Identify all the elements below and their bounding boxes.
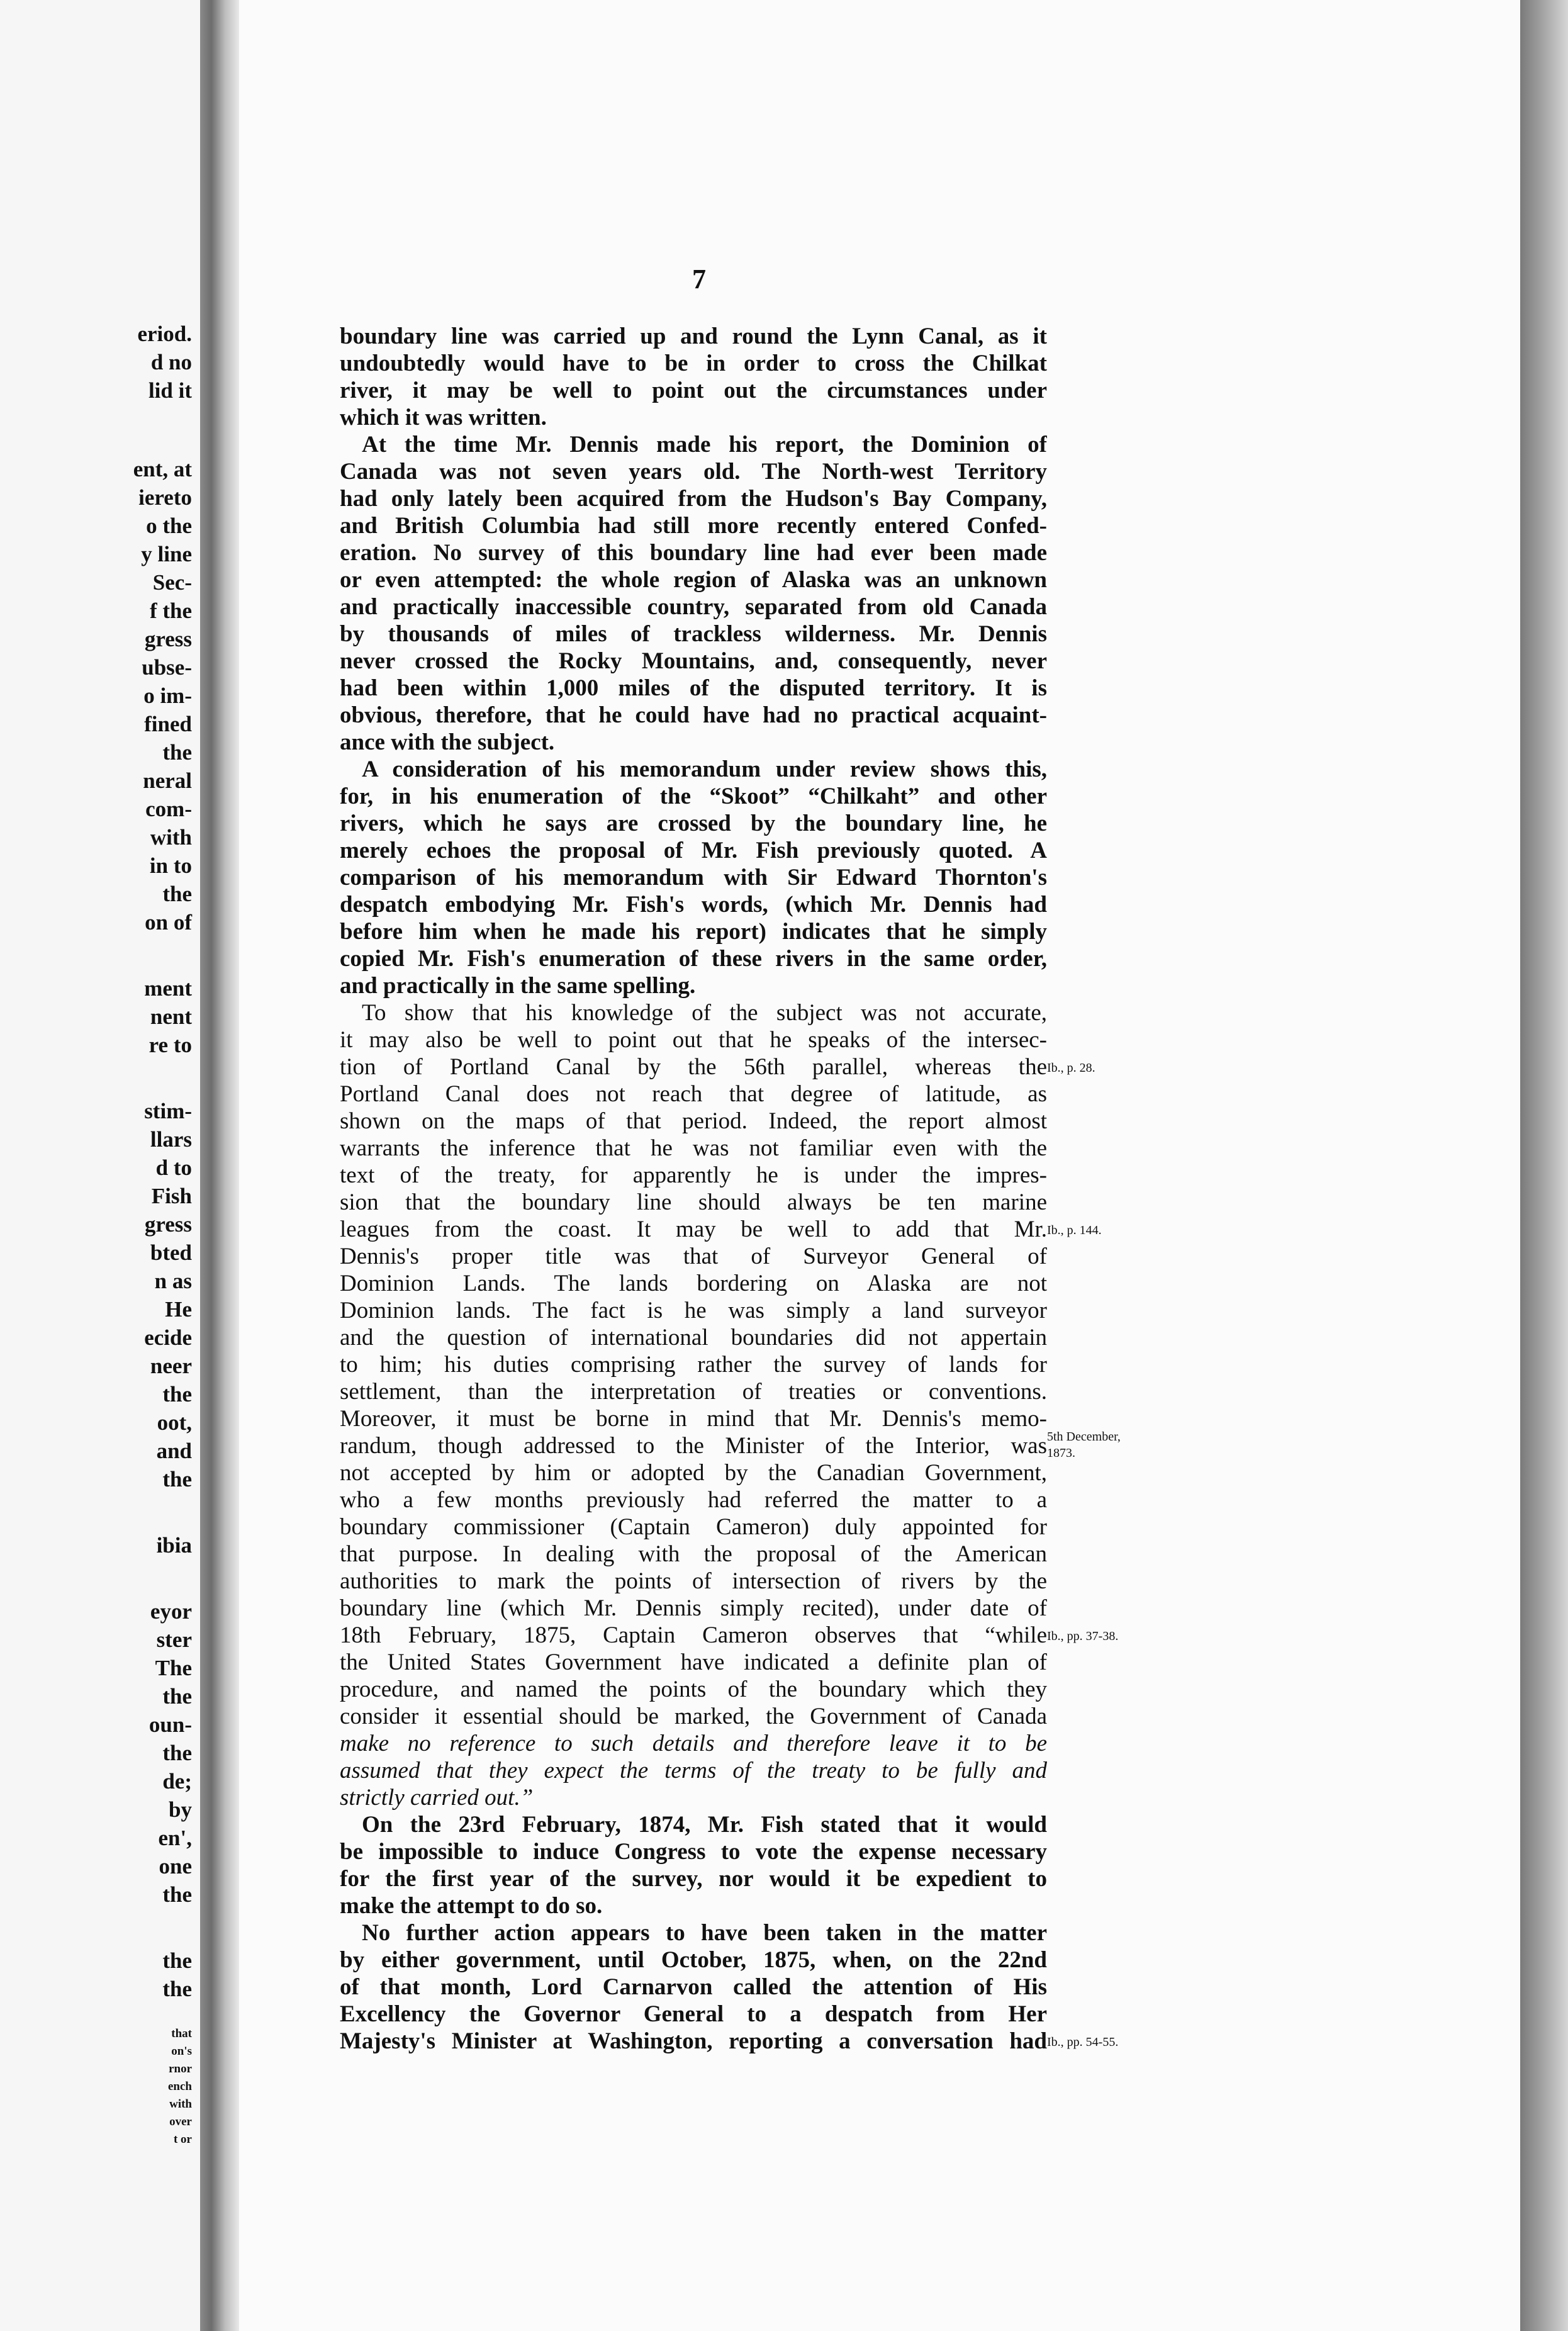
facing-page-text-fragment: o the bbox=[146, 514, 192, 538]
book-gutter bbox=[200, 0, 239, 2331]
facing-page-text-fragment: bted bbox=[150, 1240, 192, 1265]
facing-page-text-fragment: on's bbox=[171, 2045, 192, 2058]
facing-page-text-fragment: neer bbox=[150, 1354, 192, 1378]
text-line: Dominion Lands. The lands bordering on Alaska are not bbox=[340, 1271, 1047, 1296]
facing-page-text-fragment: llars bbox=[150, 1127, 192, 1152]
facing-page-text-fragment: ster bbox=[156, 1627, 192, 1652]
page-edge bbox=[1520, 0, 1568, 2331]
facing-page-text-fragment: o im- bbox=[143, 683, 192, 708]
text-line: shown on the maps of that period. Indeed, the report almost bbox=[340, 1109, 1047, 1134]
text-line: boundary line (which Mr. Dennis simply recited), under date of bbox=[340, 1596, 1047, 1621]
text-line: warrants the inference that he was not familiar even with the bbox=[340, 1136, 1047, 1161]
text-line: undoubtedly would have to be in order to cross the Chilkat bbox=[340, 351, 1047, 376]
facing-page-text-fragment: gress bbox=[144, 1212, 192, 1237]
text-line: and practically in the same spelling. bbox=[340, 974, 696, 999]
facing-page-text-fragment: the bbox=[162, 882, 192, 906]
margin-reference-note: 1873. bbox=[1047, 1446, 1075, 1460]
text-line: Moreover, it must be borne in mind that Mr. Dennis's memo- bbox=[340, 1407, 1047, 1432]
text-line: or even attempted: the whole region of Alaska was an unknown bbox=[340, 568, 1047, 593]
text-line: river, it may be well to point out the circumstances under bbox=[340, 378, 1047, 403]
text-line: Canada was not seven years old. The North-west Territory bbox=[340, 459, 1047, 485]
facing-page-text-fragment: eyor bbox=[150, 1599, 192, 1624]
facing-page-text-fragment: d to bbox=[155, 1155, 192, 1180]
text-line: comparison of his memorandum with Sir Edward Thornton's bbox=[340, 865, 1047, 890]
facing-page-text-fragment: one bbox=[159, 1854, 192, 1879]
text-line: which it was written. bbox=[340, 405, 547, 430]
text-line: to him; his duties comprising rather the survey of lands for bbox=[340, 1352, 1047, 1378]
facing-page-text-fragment: re to bbox=[148, 1033, 192, 1057]
facing-page-fragment bbox=[0, 0, 200, 2331]
facing-page-text-fragment: with bbox=[169, 2098, 192, 2111]
text-line: the United States Government have indicated a definite plan of bbox=[340, 1650, 1047, 1675]
text-line: tion of Portland Canal by the 56th parallel, whereas the bbox=[340, 1055, 1047, 1080]
text-line: Majesty's Minister at Washington, reporting a conversation had bbox=[340, 2029, 1047, 2054]
text-line: before him when he made his report) indicates that he simply bbox=[340, 919, 1047, 945]
facing-page-text-fragment: that bbox=[171, 2027, 192, 2040]
facing-page-text-fragment: oot, bbox=[157, 1410, 192, 1435]
text-line: despatch embodying Mr. Fish's words, (which Mr. Dennis had bbox=[340, 892, 1047, 918]
facing-page-text-fragment: Fish bbox=[151, 1184, 192, 1208]
facing-page-text-fragment: ibia bbox=[156, 1533, 192, 1558]
text-line: randum, though addressed to the Minister of the Interior, was bbox=[340, 1434, 1047, 1459]
facing-page-text-fragment: de; bbox=[162, 1769, 192, 1794]
facing-page-text-fragment: ecide bbox=[144, 1325, 192, 1350]
facing-page-text-fragment: in to bbox=[149, 853, 192, 878]
facing-page-text-fragment: with bbox=[150, 825, 192, 850]
facing-page-text-fragment: f the bbox=[149, 598, 192, 623]
text-line: 18th February, 1875, Captain Cameron observes that “while bbox=[340, 1623, 1047, 1648]
text-line: for the first year of the survey, nor would it be expedient to bbox=[340, 1867, 1047, 1892]
text-line: had been within 1,000 miles of the disputed territory. It is bbox=[340, 676, 1047, 701]
text-line: boundary commissioner (Captain Cameron) duly appointed for bbox=[340, 1515, 1047, 1540]
facing-page-text-fragment: rnor bbox=[169, 2062, 192, 2075]
facing-page-text-fragment: lid it bbox=[148, 378, 192, 403]
text-line: and British Columbia had still more recently entered Confed- bbox=[340, 514, 1047, 539]
text-line: No further action appears to have been taken in the matter bbox=[362, 1921, 1047, 1946]
facing-page-text-fragment: oun- bbox=[148, 1712, 192, 1737]
facing-page-text-fragment: the bbox=[162, 1741, 192, 1765]
facing-page-text-fragment: the bbox=[162, 1977, 192, 2001]
text-line: Dominion lands. The fact is he was simply a land surveyor bbox=[340, 1298, 1047, 1323]
facing-page-text-fragment: ment bbox=[144, 976, 192, 1001]
facing-page-text-fragment: iereto bbox=[138, 485, 192, 510]
text-line: of that month, Lord Carnarvon called the attention of His bbox=[340, 1975, 1047, 2000]
page-number: 7 bbox=[692, 264, 706, 295]
facing-page-text-fragment: com- bbox=[145, 797, 192, 821]
text-line: Excellency the Governor General to a despatch from Her bbox=[340, 2002, 1047, 2027]
facing-page-text-fragment: He bbox=[165, 1297, 192, 1322]
text-line: authorities to mark the points of intersection of rivers by the bbox=[340, 1569, 1047, 1594]
text-line: boundary line was carried up and round the Lynn Canal, as it bbox=[340, 324, 1047, 349]
text-line: merely echoes the proposal of Mr. Fish previously quoted. A bbox=[340, 838, 1047, 863]
facing-page-text-fragment: the bbox=[162, 1467, 192, 1491]
text-line: by either government, until October, 1875, when, on the 22nd bbox=[340, 1948, 1047, 1973]
text-line: that purpose. In dealing with the proposal of the American bbox=[340, 1542, 1047, 1567]
text-line: not accepted by him or adopted by the Canadian Government, bbox=[340, 1461, 1047, 1486]
facing-page-text-fragment: Sec- bbox=[152, 570, 192, 595]
facing-page-text-fragment: n as bbox=[154, 1269, 192, 1293]
facing-page-text-fragment: the bbox=[162, 740, 192, 765]
facing-page-text-fragment: neral bbox=[143, 768, 192, 793]
text-line: rivers, which he says are crossed by the boundary line, he bbox=[340, 811, 1047, 836]
text-line: sion that the boundary line should always be ten marine bbox=[340, 1190, 1047, 1215]
facing-page-text-fragment: the bbox=[162, 1684, 192, 1709]
text-line: eration. No survey of this boundary line had ever been made bbox=[340, 541, 1047, 566]
text-line: had only lately been acquired from the Hudson's Bay Company, bbox=[340, 486, 1047, 512]
facing-page-text-fragment: gress bbox=[144, 627, 192, 651]
text-line: A consideration of his memorandum under review shows this, bbox=[362, 757, 1047, 782]
text-line: who a few months previously had referred the matter to a bbox=[340, 1488, 1047, 1513]
facing-page-text-fragment: stim- bbox=[144, 1099, 192, 1123]
margin-reference-note: 5th December, bbox=[1047, 1430, 1121, 1444]
text-line: assumed that they expect the terms of the treaty to be fully and bbox=[340, 1758, 1047, 1783]
facing-page-text-fragment: ent, at bbox=[133, 457, 192, 481]
margin-reference-note: Ib., pp. 54-55. bbox=[1047, 2035, 1119, 2049]
text-line: Portland Canal does not reach that degree of latitude, as bbox=[340, 1082, 1047, 1107]
text-line: obvious, therefore, that he could have had no practical acquaint- bbox=[340, 703, 1047, 728]
text-line: procedure, and named the points of the boundary which they bbox=[340, 1677, 1047, 1702]
text-line: On the 23rd February, 1874, Mr. Fish stated that it would bbox=[362, 1812, 1047, 1838]
facing-page-text-fragment: the bbox=[162, 1948, 192, 1973]
facing-page-text-fragment: ubse- bbox=[142, 655, 192, 680]
facing-page-text-fragment: on of bbox=[145, 910, 192, 935]
text-line: copied Mr. Fish's enumeration of these rivers in the same order, bbox=[340, 946, 1047, 972]
text-line: for, in his enumeration of the “Skoot” “Chilkaht” and other bbox=[340, 784, 1047, 809]
text-line: and the question of international boundaries did not appertain bbox=[340, 1325, 1047, 1351]
facing-page-text-fragment: and bbox=[156, 1439, 192, 1463]
text-line: strictly carried out.” bbox=[340, 1785, 534, 1811]
text-line: make the attempt to do so. bbox=[340, 1894, 603, 1919]
text-line: At the time Mr. Dennis made his report, the Dominion of bbox=[362, 432, 1047, 458]
facing-page-text-fragment: en', bbox=[158, 1826, 192, 1850]
text-line: To show that his knowledge of the subject was not accurate, bbox=[362, 1001, 1047, 1026]
text-line: make no reference to such details and therefore leave it to be bbox=[340, 1731, 1047, 1756]
text-line: consider it essential should be marked, the Government of Canada bbox=[340, 1704, 1047, 1729]
margin-reference-note: Ib., pp. 37-38. bbox=[1047, 1629, 1119, 1643]
text-line: by thousands of miles of trackless wilderness. Mr. Dennis bbox=[340, 622, 1047, 647]
facing-page-text-fragment: fined bbox=[144, 712, 192, 736]
facing-page-text-fragment: eriod. bbox=[137, 322, 192, 346]
text-line: it may also be well to point out that he speaks of the intersec- bbox=[340, 1028, 1047, 1053]
facing-page-text-fragment: the bbox=[162, 1882, 192, 1907]
text-line: settlement, than the interpretation of treaties or conventions. bbox=[340, 1379, 1047, 1405]
text-line: ance with the subject. bbox=[340, 730, 555, 755]
text-line: be impossible to induce Congress to vote the expense necessary bbox=[340, 1840, 1047, 1865]
text-line: never crossed the Rocky Mountains, and, consequently, never bbox=[340, 649, 1047, 674]
facing-page-text-fragment: by bbox=[169, 1797, 192, 1822]
facing-page-text-fragment: over bbox=[169, 2115, 192, 2128]
facing-page-text-fragment: d no bbox=[150, 350, 192, 374]
facing-page-text-fragment: y line bbox=[141, 542, 192, 566]
facing-page-text-fragment: ench bbox=[168, 2080, 192, 2093]
facing-page-text-fragment: t or bbox=[173, 2133, 192, 2146]
text-line: Dennis's proper title was that of Surveyor General of bbox=[340, 1244, 1047, 1269]
facing-page-text-fragment: the bbox=[162, 1382, 192, 1407]
text-line: and practically inaccessible country, separated from old Canada bbox=[340, 595, 1047, 620]
facing-page-text-fragment: nent bbox=[150, 1004, 192, 1029]
margin-reference-note: Ib., p. 144. bbox=[1047, 1223, 1102, 1237]
text-line: text of the treaty, for apparently he is under the impres- bbox=[340, 1163, 1047, 1188]
text-line: leagues from the coast. It may be well to add that Mr. bbox=[340, 1217, 1047, 1242]
facing-page-text-fragment: The bbox=[155, 1656, 192, 1680]
margin-reference-note: Ib., p. 28. bbox=[1047, 1061, 1095, 1075]
